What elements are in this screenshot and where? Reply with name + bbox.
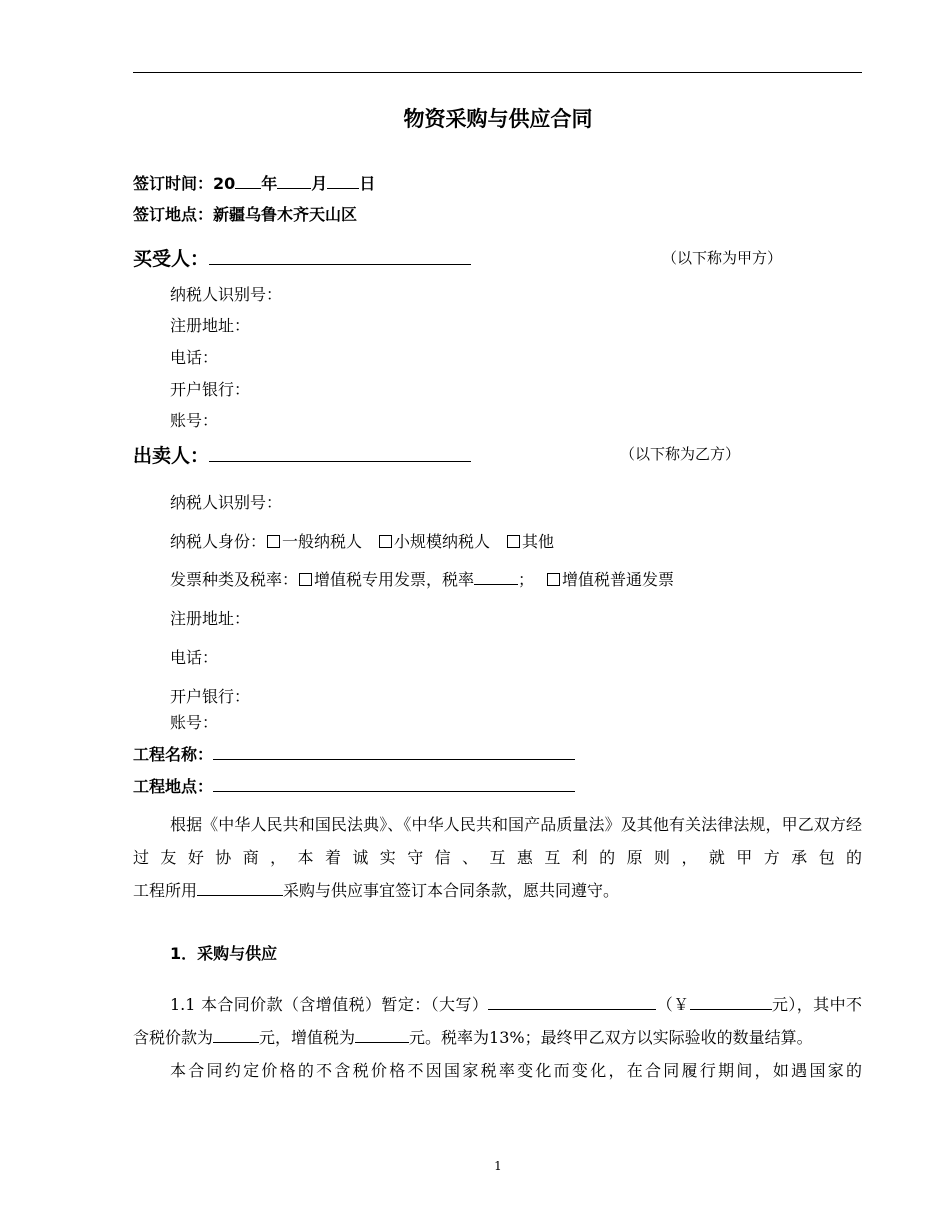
clause-1-2-text: 本合同约定价格的不含税价格不因国家税率变化而变化，在合同履行期间，如遇国家的	[170, 1061, 862, 1080]
pre-tax-amount-blank[interactable]	[213, 1026, 259, 1043]
section-1-heading: 1．采购与供应	[170, 944, 278, 963]
buyer-name-blank[interactable]	[209, 245, 471, 265]
seller-alias: （以下称为乙方）	[620, 445, 741, 463]
buyer-alias: （以下称为甲方）	[662, 249, 783, 267]
project-name-blank[interactable]	[213, 743, 575, 760]
buyer-tax-id-label: 纳税人识别号：	[170, 285, 283, 304]
buyer-address-label: 注册地址：	[170, 316, 251, 335]
buyer-bank-label: 开户银行：	[170, 380, 251, 399]
project-name-label: 工程名称：	[133, 745, 214, 764]
seller-phone-label: 电话：	[170, 648, 219, 667]
clause-1-1-text	[133, 988, 862, 1054]
clause-1-1-part-a: 1.1 本合同价款（含增值税）暂定：（大写）	[170, 995, 489, 1014]
page-number: 1	[494, 1159, 502, 1173]
month-blank[interactable]	[277, 172, 311, 189]
clause-1-1-part-c: 元），其中不含税价款为	[133, 995, 862, 1047]
clause-1-1	[133, 988, 862, 1087]
tax-rate-blank[interactable]	[474, 568, 518, 585]
seller-bank-label: 开户银行：	[170, 687, 251, 706]
invoice-type-line	[170, 567, 674, 590]
year-label: 年	[261, 174, 278, 193]
month-label: 月	[311, 174, 328, 193]
small-scale-taxpayer-checkbox[interactable]	[379, 535, 392, 548]
project-name-line	[133, 742, 575, 765]
preamble-line-1: 根据《中华人民共和国民法典》、《中华人民共和国产品质量法》及其他有关法律法规，甲乙双方经过友好协商，本着诚实守信、互惠互利的原则，就甲方承包的	[133, 815, 862, 867]
clause-1-1-part-b: （￥	[656, 995, 690, 1014]
signing-time-line	[133, 171, 375, 194]
vat-special-invoice-checkbox[interactable]	[299, 573, 312, 586]
preamble-line-2-end: 采购与供应事宜签订本合同条款，愿共同遵守。	[283, 881, 620, 900]
invoice-type-label: 发票种类及税率：	[170, 570, 299, 589]
seller-account-label: 账号：	[170, 713, 219, 732]
seller-line	[133, 441, 471, 468]
seller-address-label: 注册地址：	[170, 609, 251, 628]
document-title: 物资采购与供应合同	[403, 107, 593, 131]
amount-in-words-blank[interactable]	[488, 993, 656, 1010]
seller-name-blank[interactable]	[209, 442, 471, 462]
preamble-line-2	[133, 874, 862, 907]
seller-tax-id-label: 纳税人识别号：	[170, 493, 283, 512]
buyer-phone-label: 电话：	[170, 348, 219, 367]
buyer-account-label: 账号：	[170, 411, 219, 430]
clause-1-1-part-e: 元。税率为13%；最终甲乙双方以实际验收的数量结算。	[409, 1028, 813, 1047]
project-site-line	[133, 774, 575, 797]
project-site-label: 工程地点：	[133, 777, 214, 796]
invoice-separator: ；	[518, 570, 535, 589]
vat-amount-blank[interactable]	[355, 1026, 409, 1043]
day-blank[interactable]	[327, 172, 359, 189]
preamble-line-2-start: 工程所用	[133, 881, 198, 900]
preamble-paragraph	[133, 808, 862, 907]
vat-normal-invoice-label: 增值税普通发票	[562, 570, 675, 589]
other-taxpayer-label: 其他	[522, 532, 555, 551]
signing-place-label: 签订地点：	[133, 205, 214, 224]
amount-in-figures-blank[interactable]	[690, 993, 772, 1010]
day-label: 日	[359, 174, 376, 193]
header-rule	[133, 72, 862, 73]
vat-normal-invoice-checkbox[interactable]	[547, 573, 560, 586]
material-blank[interactable]	[197, 879, 283, 896]
taxpayer-identity-line	[170, 529, 554, 552]
small-scale-taxpayer-label: 小规模纳税人	[394, 532, 491, 551]
seller-label: 出卖人：	[133, 445, 210, 467]
project-site-blank[interactable]	[213, 775, 575, 792]
general-taxpayer-checkbox[interactable]	[267, 535, 280, 548]
buyer-label: 买受人：	[133, 248, 210, 270]
year-prefix: 20	[213, 174, 236, 193]
signing-time-label: 签订时间：	[133, 174, 214, 193]
signing-place-line	[133, 202, 357, 225]
vat-special-invoice-label: 增值税专用发票，税率	[314, 570, 475, 589]
buyer-line	[133, 244, 471, 271]
signing-place-value: 新疆乌鲁木齐天山区	[213, 205, 358, 224]
general-taxpayer-label: 一般纳税人	[282, 532, 363, 551]
year-blank[interactable]	[235, 172, 261, 189]
taxpayer-identity-label: 纳税人身份：	[170, 532, 267, 551]
other-taxpayer-checkbox[interactable]	[507, 535, 520, 548]
clause-1-1-part-d: 元，增值税为	[259, 1028, 356, 1047]
